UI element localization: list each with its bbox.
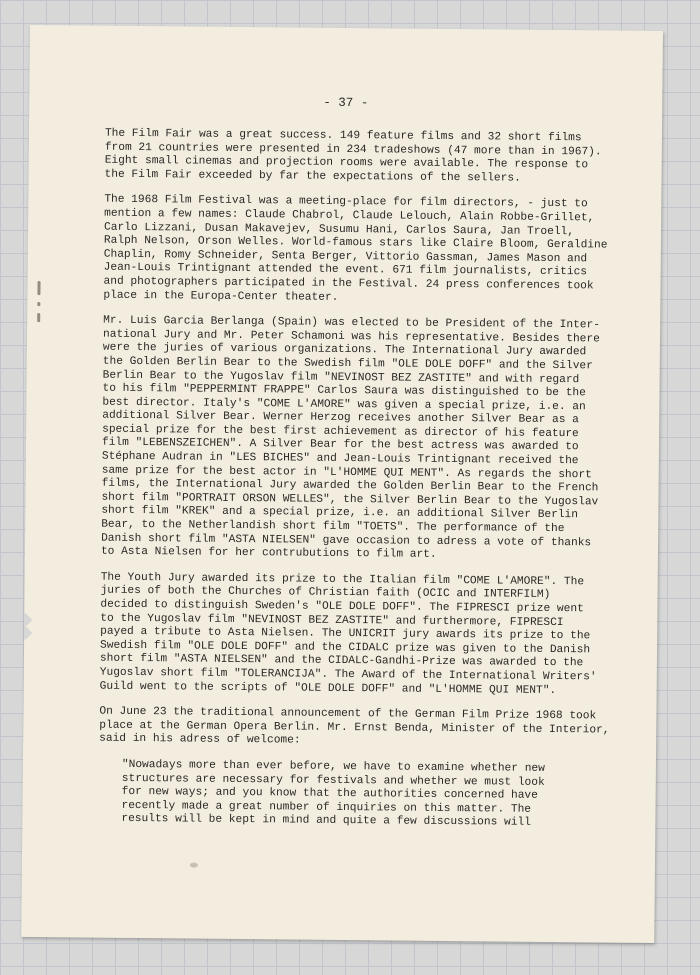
binding-mark [37, 313, 40, 322]
binding-mark [37, 281, 40, 295]
body-text [98, 128, 625, 832]
document-page [21, 25, 663, 943]
paragraph-german-film-prize: On June 23 the traditional announcement of the German Film Prize 1968 took place at the German Opera Berlin. Mr. Ernst Benda, Minister of the Interior, said in his adress of welcome: [99, 705, 610, 747]
paper-stain [190, 863, 198, 868]
torn-edge-notch [21, 626, 32, 640]
paragraph-international-jury: Mr. Luis Garcia Berlanga (Spain) was elected to be President of the Inter- national Jury and Mr. Peter Schamoni was his representative. Besides there were the juries of various organizations. The International Jury awarded the Golden Berlin Bear to the Swedish film "OLE DOLE DOFF" and the Silver Berlin Bear to the Yugoslav film "NEVINOST BEZ ZASTITE" and with regard to his film "PEPPERMINT FRAPPE" Carlos Saura was distinguished to be the best director. Italy's "COME L'AMORE" was given a special prize, i.e. an additional Silver Bear. Werner Herzog receives another Silver Bear as a special prize for the best first achievement as director of his feature film "LEBENSZEICHEN". A Silver Bear for the best actress was awarded to Stéphane Audran in "LES BICHES" and Jean-Louis Trintignant received the same prize for the best actor in "L'HOMME QUI MENT". As regards the short films, the International Jury awarded the Golden Berlin Bear to the French short film "PORTRAIT ORSON WELLES", the Silver Berlin Bear to the Yugoslav short film "KREK" and a special prize, i.e. an additional Silver Berlin Bear, to the Netherlandish short film "TOETS". The performance of the Danish short film "ASTA NIELSEN" gave occasion to adress a vote of thanks to Asta Nielsen for her contrubutions to film art. [100, 314, 601, 562]
binding-mark [37, 302, 40, 306]
page-number: - 37 - [323, 95, 369, 111]
paragraph-film-fair: The Film Fair was a great success. 149 feature films and 32 short films from 21 countries were presented in 234 tradeshows (47 more than in 1967). Eight small cinemas and projection rooms were available. The response to the Film Fair exceeded by far the expectations of the sellers. [104, 127, 602, 185]
paragraph-film-festival: The 1968 Film Festival was a meeting-place for film directors, - just to mention a few names: Claude Chabrol, Claude Lelouch, Alain Robbe-Grillet, Carlo Lizzani, Dusan Makavejev, Susumu Hani, Carlos Saura, Jan Troell, Ralph Nelson, Orson Welles. World-famous stars like Claire Bloom, Geraldine Chaplin, Romy Schneider, Senta Berger, Vittorio Gassman, James Mason and Jean-Louis Trintignant attended the event. 671 film journalists, critics and photographers participated in the Festival. 24 press conferences took place in the Europa-Center theater. [103, 194, 608, 304]
paragraph-youth-jury: The Youth Jury awarded its prize to the Italian film "COME L'AMORE". The juries of both the Churches of Christian faith (OCIC and INTERFILM) decided to distinguish Sweden's "OLE DOLE DOFF". The FIPRESCI prize went to the Yugoslav film "NEVINOST BEZ ZASTITE" and furthermore, FIPRESCI payed a tribute to Asta Nielsen. The UNICRIT jury awards its prize to the Swedish film "OLE DOLE DOFF" and the CIDALC prize was given to the Danish short film "ASTA NIELSEN" and the CIDALC-Gandhi-Prize was awarded to the Yugoslav short film "TOLERANCIJA". The Award of the International Writers' Guild went to the scripts of "OLE DOLE DOFF" and "L'HOMME QUI MENT". [99, 571, 597, 697]
torn-edge-notch [21, 613, 32, 627]
quote-benda-address: "Nowadays more than ever before, we have to examine whether new structures are necessary for festivals and whether we must look for new ways; and you know that the authorities concerned have recently made a great number of inquiries on this matter. The results will be kept in mind and quite a few discussions will [121, 758, 545, 830]
